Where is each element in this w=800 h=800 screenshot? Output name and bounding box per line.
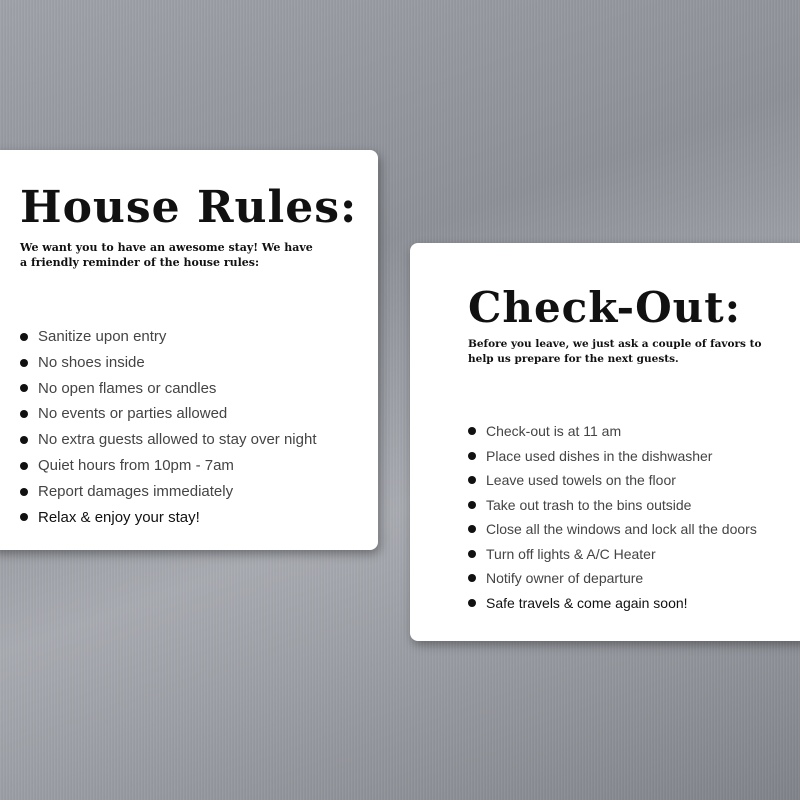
list-item-text: Take out trash to the bins outside xyxy=(486,496,692,513)
bullet-icon xyxy=(20,488,28,496)
bullet-icon xyxy=(20,384,28,392)
bullet-icon xyxy=(20,513,28,521)
list-item xyxy=(20,505,358,531)
check-out-magnet xyxy=(410,243,800,641)
bullet-icon xyxy=(468,599,476,607)
list-item xyxy=(468,542,790,567)
list-item xyxy=(20,479,358,505)
bullet-icon xyxy=(468,574,476,582)
bullet-icon xyxy=(468,550,476,558)
bullet-icon xyxy=(468,501,476,509)
bullet-icon xyxy=(468,476,476,484)
bullet-icon xyxy=(20,436,28,444)
house-rules-intro: We want you to have an awesome stay! We have a friendly reminder of the house rules: xyxy=(20,241,313,269)
list-item xyxy=(468,419,790,444)
list-item xyxy=(20,427,358,453)
house-rules-list xyxy=(20,324,358,530)
check-out-intro: Before you leave, we just ask a couple of favors to help us prepare for the next guests. xyxy=(468,338,762,365)
list-item-text: Report damages immediately xyxy=(38,482,234,500)
list-item xyxy=(468,493,790,518)
check-out-title: Check-Out: xyxy=(468,283,742,332)
list-item-text: Leave used towels on the floor xyxy=(486,472,676,488)
list-item-text: Safe travels & come again soon! xyxy=(486,594,688,611)
list-item-text: Sanitize upon entry xyxy=(38,328,167,345)
list-item xyxy=(468,444,790,469)
bullet-icon xyxy=(20,359,28,367)
list-item-text: Place used dishes in the dishwasher xyxy=(486,447,713,464)
list-item-text: No shoes inside xyxy=(38,353,145,371)
list-item xyxy=(468,517,790,542)
list-item-text: No open flames or candles xyxy=(38,379,217,397)
list-item xyxy=(20,401,358,427)
list-item xyxy=(20,376,358,402)
list-item-text: Check-out is at 11 am xyxy=(486,423,622,439)
house-rules-magnet xyxy=(0,150,378,550)
list-item-text: Relax & enjoy your stay! xyxy=(38,508,200,526)
list-item xyxy=(468,591,790,616)
house-rules-title: House Rules: xyxy=(20,182,358,233)
list-item xyxy=(20,350,358,376)
bullet-icon xyxy=(20,462,28,470)
list-item xyxy=(468,468,790,493)
list-item-text: Turn off lights & A/C Heater xyxy=(486,545,656,562)
bullet-icon xyxy=(20,333,28,341)
bullet-icon xyxy=(468,452,476,460)
list-item-text: Quiet hours from 10pm - 7am xyxy=(38,456,234,474)
list-item-text: Close all the windows and lock all the doors xyxy=(486,521,757,537)
bullet-icon xyxy=(468,427,476,435)
list-item-text: No events or parties allowed xyxy=(38,405,228,423)
list-item xyxy=(20,324,358,350)
list-item-text: No extra guests allowed to stay over night xyxy=(38,431,317,449)
bullet-icon xyxy=(468,525,476,533)
bullet-icon xyxy=(20,410,28,418)
list-item-text: Notify owner of departure xyxy=(486,570,644,586)
list-item xyxy=(468,566,790,591)
check-out-list xyxy=(468,419,790,615)
list-item xyxy=(20,453,358,479)
